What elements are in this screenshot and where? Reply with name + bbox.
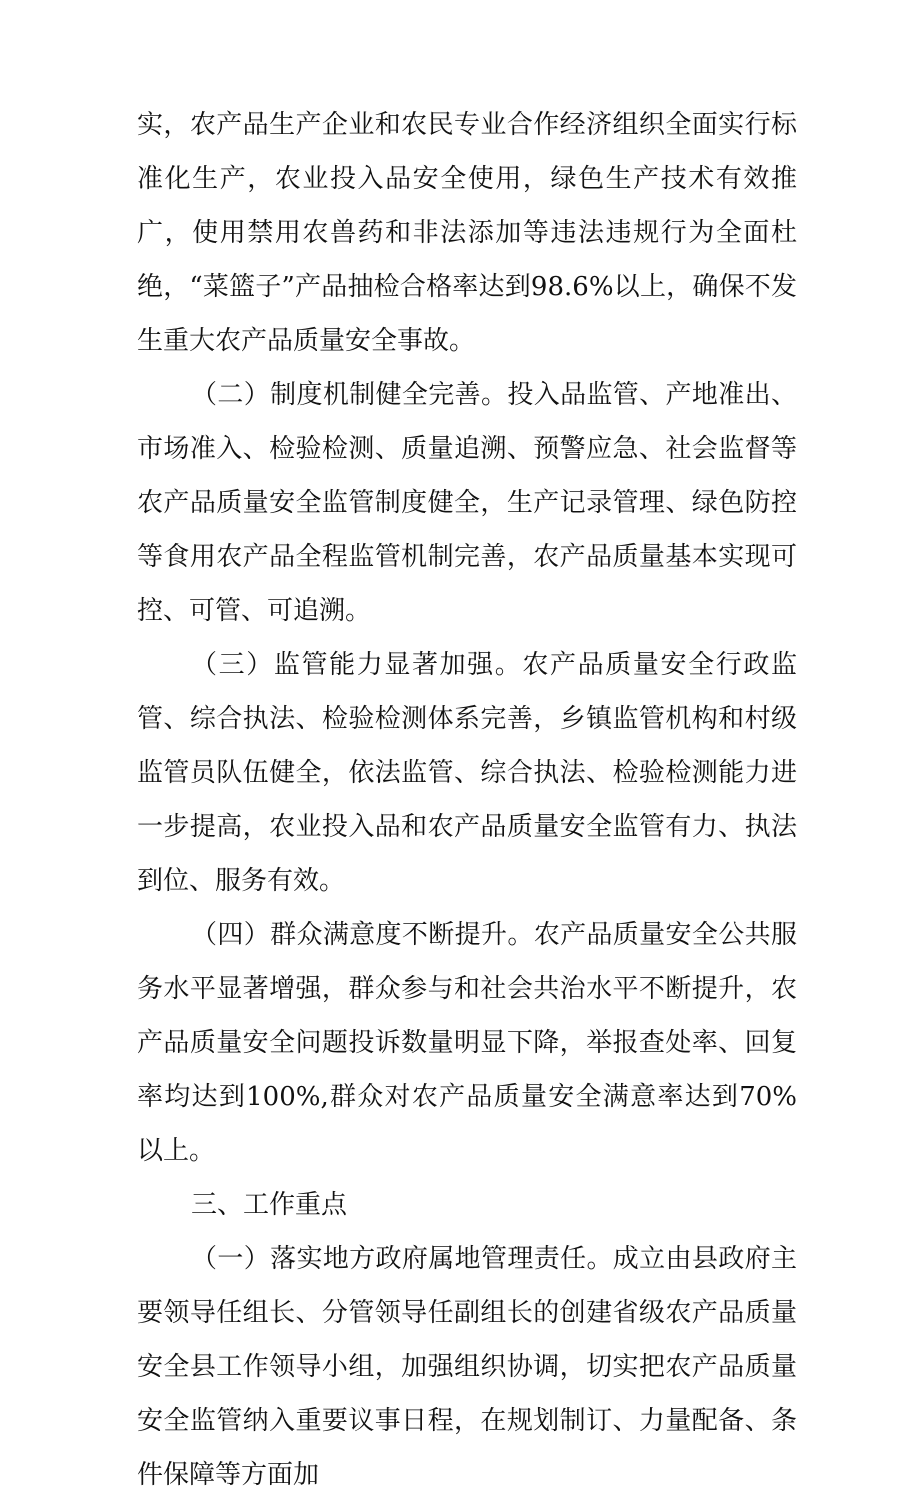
document-page <box>137 98 797 1502</box>
paragraph-supervision-capacity: （三）监管能力显著加强。农产品质量安全行政监管、综合执法、检验检测体系完善，乡镇监管机构和村级监管员队伍健全，依法监管、综合执法、检验检测能力进一步提高，农业投入品和农产品质量安全监管有力、执法到位、服务有效。 <box>137 650 797 896</box>
section-heading: 三、工作重点 <box>191 1190 348 1220</box>
paragraph-public-satisfaction: （四）群众满意度不断提升。农产品质量安全公共服务水平显著增强，群众参与和社会共治水平不断提升，农产品质量安全问题投诉数量明显下降，举报查处率、回复率均达到100%,群众对农产品质量安全满意率达到70%以上。 <box>137 920 797 1166</box>
paragraph-institutional-mechanism: （二）制度机制健全完善。投入品监管、产地准出、市场准入、检验检测、质量追溯、预警应急、社会监督等农产品质量安全监管制度健全，生产记录管理、绿色防控等食用农产品全程监管机制完善，农产品质量基本实现可控、可管、可追溯。 <box>137 380 797 626</box>
paragraph-local-government-responsibility: （一）落实地方政府属地管理责任。成立由县政府主要领导任组长、分管领导任副组长的创建省级农产品质量安全县工作领导小组，加强组织协调，切实把农产品质量安全监管纳入重要议事日程，在规划制订、力量配备、条件保障等方面加 <box>137 1244 797 1490</box>
paragraph-continuation: 实，农产品生产企业和农民专业合作经济组织全面实行标准化生产，农业投入品安全使用，绿色生产技术有效推广，使用禁用农兽药和非法添加等违法违规行为全面杜绝，“菜篮子”产品抽检合格率达到98.6%以上，确保不发生重大农产品质量安全事故。 <box>137 110 797 356</box>
